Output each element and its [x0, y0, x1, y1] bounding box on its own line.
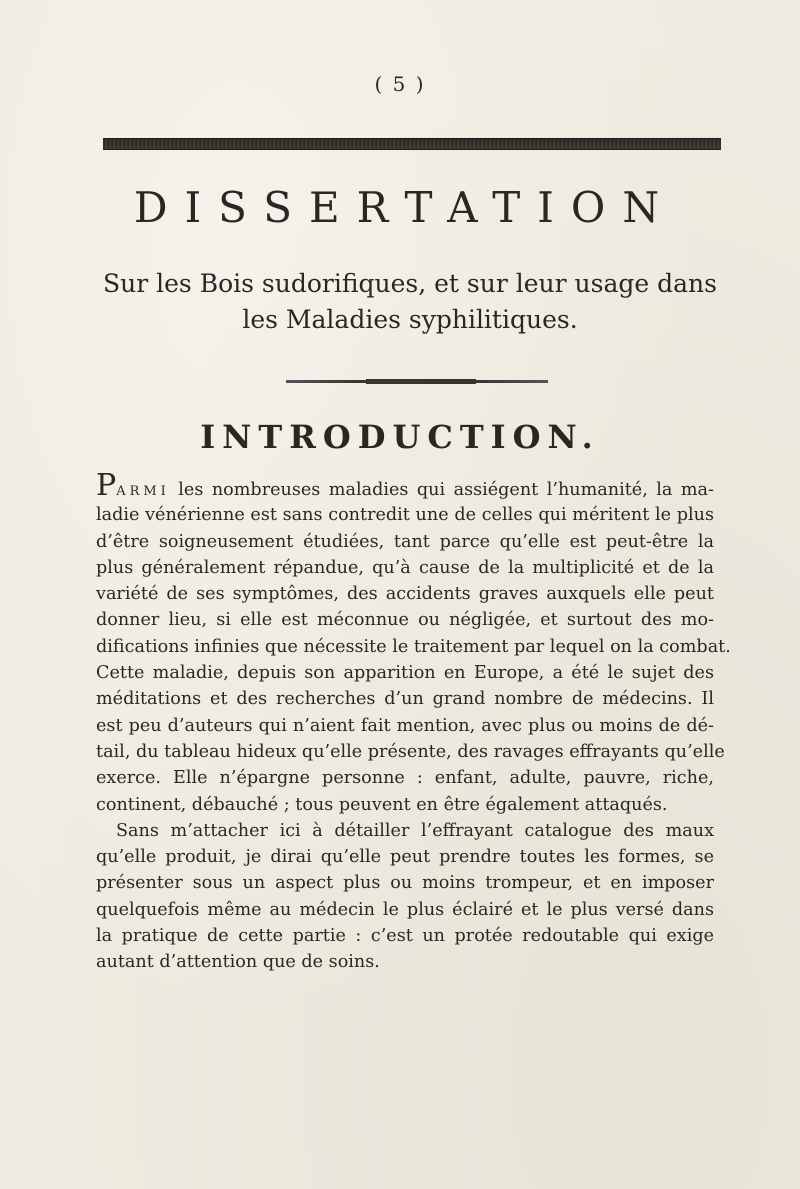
section-title-introduction: INTRODUCTION. [200, 418, 600, 456]
text-line: plus généralement répandue, qu’à cause de la multiplicité et de la [96, 557, 714, 578]
text-line: quelquefois même au médecin le plus éclairé et le plus versé dans [96, 899, 714, 920]
text-line: exerce. Elle n’épargne personne : enfant, adulte, pauvre, riche, [96, 768, 714, 789]
text-line: ladie vénérienne est sans contredit une de celles qui méritent le plus [96, 505, 714, 526]
text-line: difications infinies que nécessite le traitement par lequel on la combat. [96, 636, 731, 657]
text-line: autant d’attention que de soins. [96, 952, 380, 973]
text-line: qu’elle produit, je dirai qu’elle peut prendre toutes les formes, se [96, 847, 714, 868]
page-number: ( 5 ) [374, 72, 426, 96]
text-line [96, 468, 714, 503]
ornamental-rule-thick [103, 138, 721, 150]
text-line: d’être soigneusement étudiées, tant parce qu’elle est peut-être la [96, 531, 714, 552]
text-line: tail, du tableau hideux qu’elle présente, des ravages effrayants qu’elle [96, 741, 725, 762]
text-line: la pratique de cette partie : c’est un protée redoutable qui exige [96, 926, 714, 947]
text-line-content: les nombreuses maladies qui assiégent l’humanité, la ma- [169, 480, 714, 500]
text-line: Cette maladie, depuis son apparition en Europe, a été le sujet des [96, 663, 714, 684]
text-line: donner lieu, si elle est méconnue ou négligée, et surtout des mo- [96, 610, 714, 631]
text-line: variété de ses symptômes, des accidents graves auxquels elle peut [96, 584, 714, 605]
subtitle-line-2: les Maladies syphilitiques. [242, 305, 578, 334]
ornamental-rule-thin [286, 380, 548, 383]
text-line: présenter sous un aspect plus ou moins trompeur, et en imposer [96, 873, 714, 894]
text-line: est peu d’auteurs qui n’aient fait mention, avec plus ou moins de dé- [96, 715, 714, 736]
drop-cap: P [96, 468, 117, 503]
dissertation-subtitle [100, 266, 720, 338]
dissertation-title: DISSERTATION [133, 183, 677, 232]
first-word-smallcaps: ARMI [116, 484, 170, 499]
body-paragraphs [96, 468, 731, 976]
text-line: Sans m’attacher ici à détailler l’effrayant catalogue des maux [116, 820, 714, 841]
text-line: continent, débauché ; tous peuvent en être également attaqués. [96, 794, 668, 815]
text-line: méditations et des recherches d’un grand nombre de médecins. Il [96, 689, 714, 710]
subtitle-line-1: Sur les Bois sudorifiques, et sur leur usage dans [103, 269, 717, 298]
